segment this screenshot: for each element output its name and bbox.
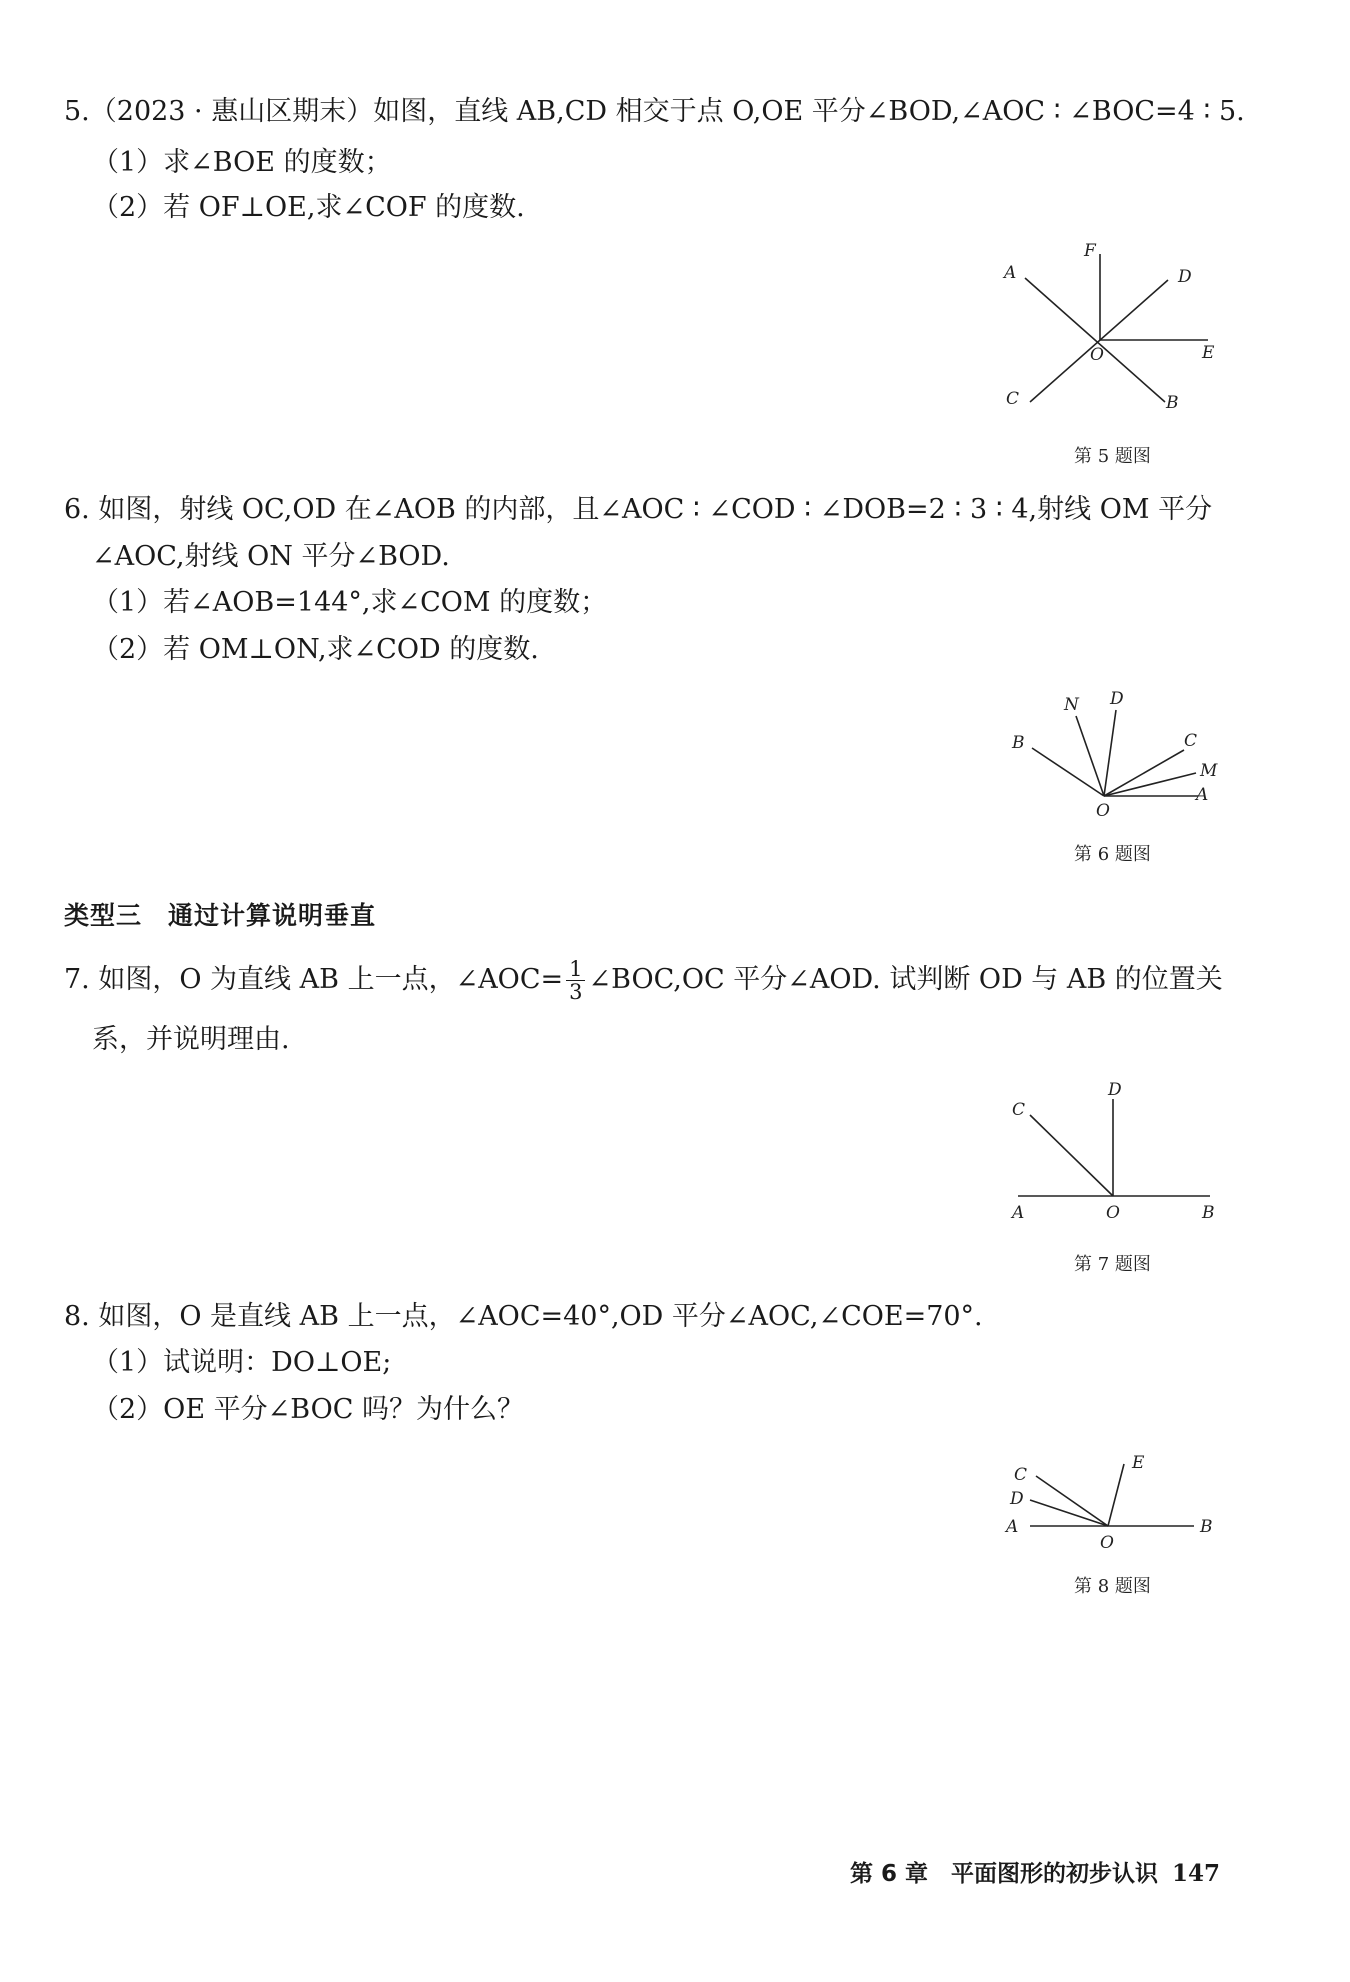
q8-label-a: A [1006, 1517, 1019, 1537]
q7-label-c: C [1012, 1100, 1026, 1120]
q7-caption: 第 7 题图 [1074, 1254, 1151, 1275]
q5-part2: （2）若 OF⊥OE,求∠COF 的度数. [92, 192, 525, 223]
q8-stem: 8. 如图，O 是直线 AB 上一点，∠AOC=40°,OD 平分∠AOC,∠COE=70°. [64, 1301, 983, 1332]
q6-label-c: C [1184, 731, 1198, 751]
q6-label-d: D [1110, 689, 1124, 709]
q6-part1: （1）若∠AOB=144°,求∠COM 的度数； [92, 587, 608, 618]
q7-stem-line1 [64, 958, 1223, 1003]
q8-part2: （2）OE 平分∠BOC 吗？为什么？ [92, 1394, 524, 1425]
q7-label-d: D [1108, 1080, 1122, 1100]
q6-ray-on [1076, 716, 1104, 796]
q5-figure [990, 230, 1230, 420]
q6-ray-ob [1032, 748, 1104, 796]
q5-stem: 5.（2023 · 惠山区期末）如图，直线 AB,CD 相交于点 O,OE 平分∠BOD,∠AOC ∶ ∠BOC=4 ∶ 5. [64, 96, 1245, 127]
q5-label-c: C [1006, 389, 1020, 409]
q7-figure [1000, 1075, 1240, 1225]
q5-label-b: B [1166, 393, 1179, 413]
q5-line-cd [1030, 280, 1168, 402]
q8-label-o: O [1100, 1533, 1114, 1553]
q6-label-b: B [1012, 733, 1025, 753]
q6-stem-line2: ∠AOC,射线 ON 平分∠BOD. [92, 541, 450, 572]
q8-ray-od [1030, 1500, 1108, 1526]
q7-fraction-denominator: 3 [569, 980, 583, 1004]
q7-fraction [566, 958, 585, 1003]
q8-part1: （1）试说明：DO⊥OE; [92, 1347, 392, 1378]
q5-label-a: A [1004, 263, 1017, 283]
q6-caption: 第 6 题图 [1074, 844, 1151, 865]
q8-ray-oc [1036, 1476, 1108, 1526]
q6-ray-oc [1104, 750, 1184, 796]
q7-fraction-numerator: 1 [566, 958, 585, 981]
q6-label-a: A [1196, 785, 1209, 805]
q8-label-c: C [1014, 1465, 1028, 1485]
q8-label-b: B [1200, 1517, 1213, 1537]
q8-label-e: E [1132, 1453, 1145, 1473]
q7-ray-oc [1030, 1115, 1113, 1196]
q7-label-o: O [1106, 1203, 1120, 1223]
q6-label-n: N [1064, 695, 1079, 715]
q7-stem-after: ∠BOC,OC 平分∠AOD. 试判断 OD 与 AB 的位置关 [588, 964, 1223, 995]
q5-label-d: D [1178, 267, 1192, 287]
q5-caption: 第 5 题图 [1074, 446, 1151, 467]
q6-label-m: M [1200, 761, 1218, 781]
q6-ray-om [1104, 773, 1196, 796]
page-number: 147 [1171, 1860, 1220, 1887]
q5-label-e: E [1202, 343, 1215, 363]
q6-label-o: O [1096, 801, 1110, 821]
q7-stem-before: 7. 如图，O 为直线 AB 上一点，∠AOC= [64, 964, 564, 995]
q8-ray-oe [1108, 1464, 1124, 1526]
section-heading: 类型三 通过计算说明垂直 [64, 901, 377, 930]
q8-caption: 第 8 题图 [1074, 1576, 1151, 1597]
q7-label-a: A [1012, 1203, 1025, 1223]
q5-label-o: O [1090, 345, 1104, 365]
page-footer [850, 1855, 1220, 1888]
q7-label-b: B [1202, 1203, 1215, 1223]
q5-label-f: F [1084, 241, 1096, 261]
q8-label-d: D [1010, 1489, 1024, 1509]
q7-stem-line2: 系，并说明理由. [92, 1024, 290, 1055]
q6-stem-line1: 6. 如图，射线 OC,OD 在∠AOB 的内部，且∠AOC ∶ ∠COD ∶ ∠DOB=2 ∶ 3 ∶ 4,射线 OM 平分 [64, 494, 1213, 525]
q5-part1: （1）求∠BOE 的度数； [92, 147, 392, 178]
q6-ray-od [1104, 710, 1116, 796]
footer-chapter: 第 6 章 平面图形的初步认识 [849, 1861, 1158, 1887]
q6-figure [1000, 680, 1240, 830]
q8-figure [1000, 1440, 1240, 1560]
q6-part2: （2）若 OM⊥ON,求∠COD 的度数. [92, 634, 539, 665]
